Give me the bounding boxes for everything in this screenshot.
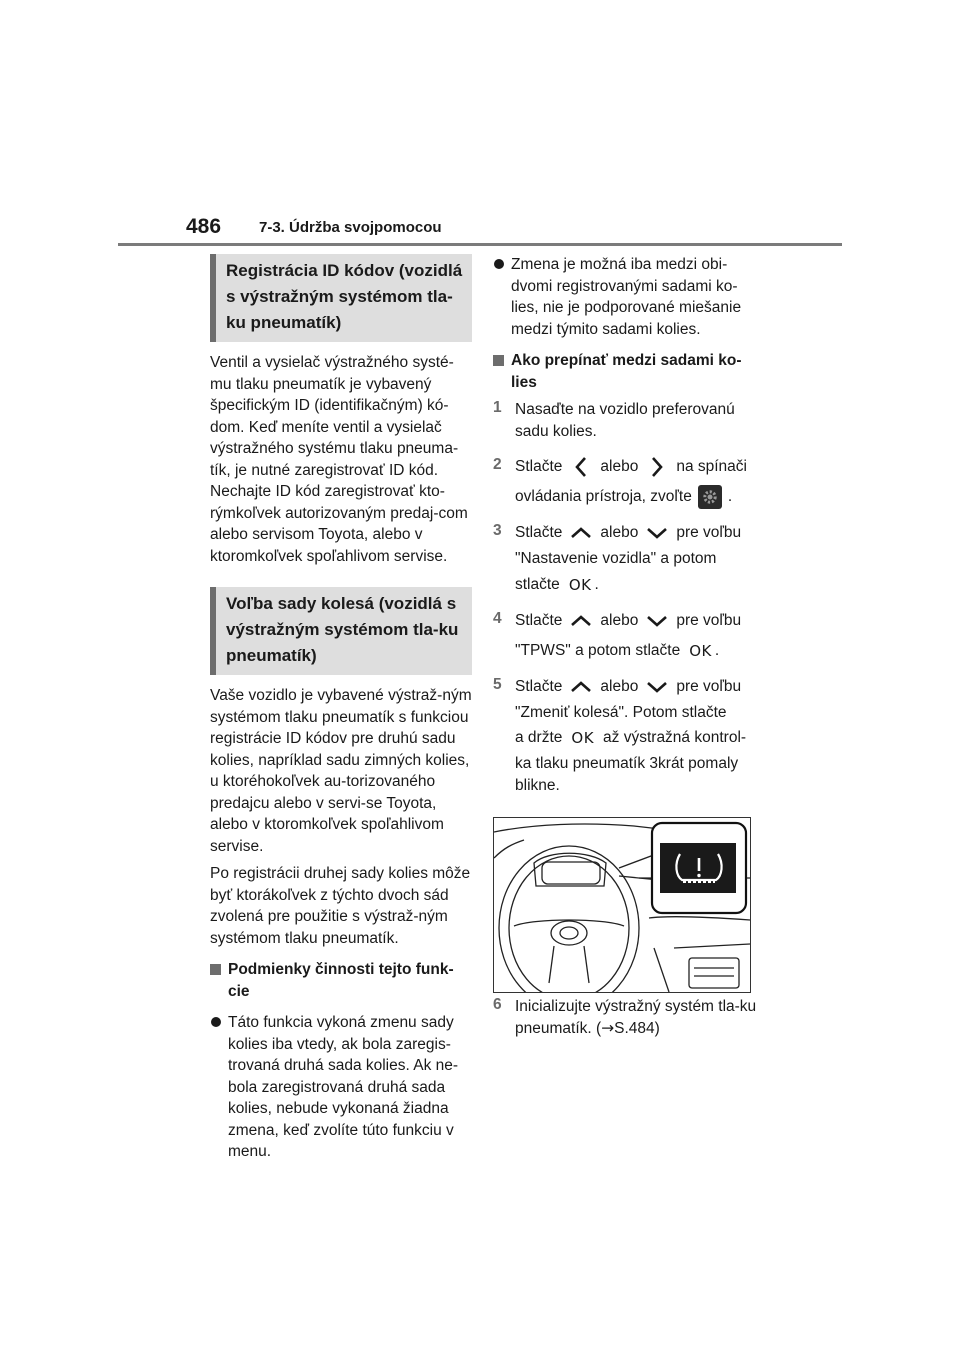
- chevron-up-icon: [568, 610, 594, 632]
- step-text: "Zmeniť kolesá". Potom stlačte: [515, 703, 727, 721]
- left-column: [210, 254, 472, 1163]
- step-number: 5: [493, 675, 502, 693]
- subheading-how-to-switch-text: Ako prepínať medzi sadami ko-lies: [511, 352, 742, 391]
- paragraph-second-set: Po registrácii druhej sady kolies môže byť ktorákoľvek z týchto dvoch sád zvolená pre použitie s výstraž-ným systémom tlaku pneumatík.: [210, 865, 471, 947]
- bullet-dot-icon: [211, 1017, 221, 1027]
- heading-id-registration: Registrácia ID kódov (vozidlá s výstražným systémom tla-ku pneumatík): [210, 254, 472, 342]
- step-3: [493, 518, 755, 600]
- step-text: "TPWS" a potom stlačte: [515, 641, 681, 659]
- step-text: Stlačte: [515, 524, 563, 541]
- ok-button-icon: OK: [689, 641, 712, 660]
- chevron-right-icon: [644, 456, 670, 478]
- step-5: [493, 672, 755, 797]
- step-text: a držte: [515, 729, 563, 746]
- settings-gear-icon: [698, 485, 722, 509]
- subheading-how-to-switch: [493, 350, 755, 393]
- bullet-text: Táto funkcia vykoná zmenu sady kolies iba vtedy, ak bola zaregis-trovaná druhá sada kolies. Ak ne-bola zaregistrovaná druhá sada kolies, nebude vykonaná žiadna zmena, keď zvolíte túto funkciu v menu.: [228, 1014, 459, 1160]
- chevron-up-icon: [568, 676, 594, 698]
- step-number: 2: [493, 456, 502, 473]
- step-2: [493, 452, 755, 512]
- step-text: pre voľbu: [676, 524, 742, 541]
- step-number: 3: [493, 522, 502, 539]
- chevron-left-icon: [568, 456, 594, 478]
- steering-wheel-drawing: [494, 818, 750, 992]
- step-6: [493, 996, 777, 1039]
- step-text: Stlačte: [515, 458, 563, 475]
- step-number: 4: [493, 609, 502, 627]
- step-text: alebo: [600, 611, 639, 629]
- step-text: Inicializujte výstražný systém tla-ku pneumatík. (: [515, 998, 757, 1037]
- ok-button-icon: OK: [571, 729, 595, 747]
- step-text: Stlačte: [515, 677, 563, 695]
- header-rule: [118, 243, 842, 246]
- step-text: ovládania prístroja, zvoľte: [515, 488, 692, 505]
- bullet-dot-icon: [494, 259, 504, 269]
- ok-button-icon: OK: [568, 575, 592, 594]
- square-bullet-icon: [493, 355, 504, 366]
- bullet-item: [493, 254, 755, 340]
- step-text: alebo: [600, 458, 639, 475]
- subheading-conditions: [210, 959, 472, 1002]
- step-text: až výstražná kontrol-: [603, 729, 747, 746]
- step-text: .: [714, 641, 720, 659]
- step-text: pre voľbu: [676, 611, 742, 629]
- step-4: [493, 606, 755, 666]
- step-text: stlačte: [515, 575, 560, 593]
- dashboard-illustration: [493, 817, 751, 993]
- paragraph-wheel-set-intro: Vaše vozidlo je vybavené výstraž-ným systémom tlaku pneumatík s funkciou registrácie ID kódov pre druhú sadu kolies, napríklad sadu zimných kolies, u ktoréhokoľvek au-torizovaného predajcu alebo v servi-se Toyota, alebo v ktoromkoľvek spoľahlivom servise.: [210, 687, 472, 855]
- step-text: alebo: [600, 524, 639, 541]
- right-column: [493, 254, 755, 796]
- step-text: Nasaďte na vozidlo preferovanú sadu kolies.: [515, 401, 735, 440]
- step-text: blikne.: [515, 776, 560, 794]
- bullet-text: Zmena je možná iba medzi obi-dvomi registrovanými sadami ko-lies, nie je podporované miešanie medzi týmito sadami kolies.: [511, 256, 742, 338]
- subheading-conditions-text: Podmienky činnosti tejto funk-cie: [228, 961, 454, 1000]
- page-reference-link[interactable]: S.484): [614, 1019, 660, 1037]
- chevron-down-icon: [644, 610, 670, 632]
- step-text: "Nastavenie vozidla" a potom: [515, 550, 717, 567]
- step-text: Stlačte: [515, 611, 563, 629]
- step-text: alebo: [600, 677, 639, 695]
- bullet-item: [210, 1012, 472, 1163]
- step-1: [493, 399, 755, 442]
- page-number: 486: [186, 215, 222, 238]
- step-text: pre voľbu: [676, 677, 742, 695]
- step-number: 6: [493, 996, 502, 1013]
- step-text: ka tlaku pneumatík 3krát pomaly: [515, 755, 739, 772]
- paragraph-id-registration: Ventil a vysielač výstražného systé-mu tlaku pneumatík je vybavený špecifickým ID (identifikačným) kó-dom. Keď meníte ventil a vysielač výstražného systému tlaku pneuma-tík, je nutné zaregistrovať ID kód. Nechajte ID kód zaregistrovať kto-rýmkoľvek autorizovaným predaj-com alebo servisom Toyota, alebo v ktoromkoľvek spoľahlivom servise.: [210, 354, 468, 565]
- section-title: 7-3. Údržba svojpomocou: [259, 219, 442, 236]
- square-bullet-icon: [210, 964, 221, 975]
- arrow-right-icon: →: [601, 1018, 615, 1037]
- heading-wheel-set-selection: Voľba sady kolesá (vozidlá s výstražným systémom tla-ku pneumatík): [210, 587, 472, 675]
- step-number: 1: [493, 399, 502, 416]
- chevron-down-icon: [644, 522, 670, 544]
- step-text: .: [727, 488, 733, 505]
- chevron-up-icon: [568, 522, 594, 544]
- step-text: na spínači: [676, 458, 747, 475]
- chevron-down-icon: [644, 676, 670, 698]
- step-text: .: [594, 575, 599, 593]
